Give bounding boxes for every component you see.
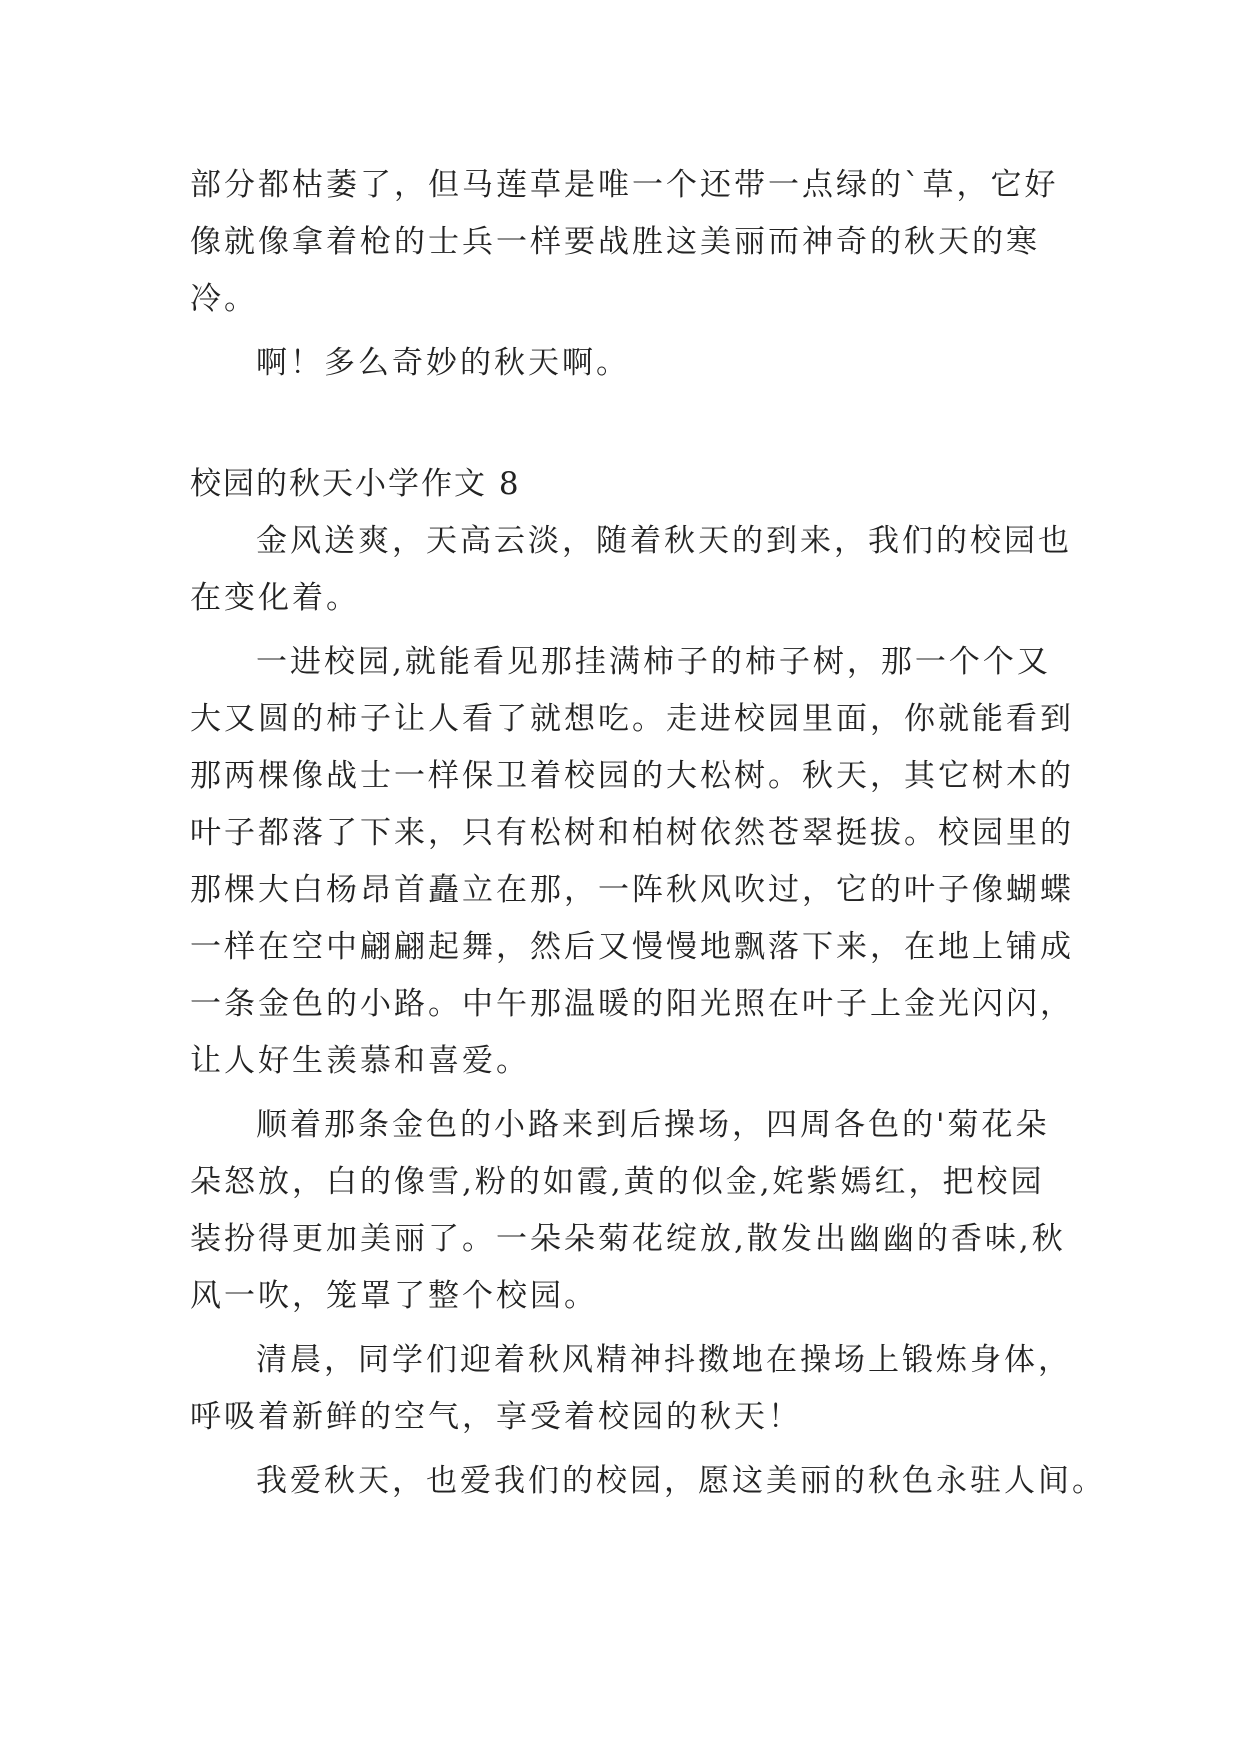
essay-body xyxy=(190,157,1106,1510)
paragraph-line: 我爱秋天，也爱我们的校园，愿这美丽的秋色永驻人间。 xyxy=(256,1463,1106,1499)
paragraph-line: 大又圆的柿子让人看了就想吃。走进校园里面，你就能看到 xyxy=(190,701,1074,737)
paragraph-line: 顺着那条金色的小路来到后操场，四周各色的'菊花朵 xyxy=(256,1107,1050,1143)
paragraph-line: 一条金色的小路。中午那温暖的阳光照在叶子上金光闪闪， xyxy=(190,986,1074,1022)
paragraph-line: 啊！多么奇妙的秋天啊。 xyxy=(256,345,630,381)
paragraph-5 xyxy=(190,1453,1106,1510)
essay-title xyxy=(190,456,1052,513)
paragraph-line: 冷。 xyxy=(190,281,258,317)
paragraph-line: 一样在空中翩翩起舞，然后又慢慢地飘落下来，在地上铺成 xyxy=(190,929,1074,965)
paragraph-line: 像就像拿着枪的士兵一样要战胜这美丽而神奇的秋天的寒 xyxy=(190,224,1040,260)
paragraph-1 xyxy=(190,513,1072,627)
paragraph-line: 那两棵像战士一样保卫着校园的大松树。秋天，其它树木的 xyxy=(190,758,1074,794)
paragraph-line: 风一吹，笼罩了整个校园。 xyxy=(190,1278,598,1314)
paragraph-2 xyxy=(190,634,1074,1090)
paragraph-line: 装扮得更加美丽了。一朵朵菊花绽放,散发出幽幽的香味,秋 xyxy=(190,1221,1066,1257)
paragraph-line: 部分都枯萎了，但马莲草是唯一个还带一点绿的`草，它好 xyxy=(190,167,1059,203)
paragraph-line: 呼吸着新鲜的空气，享受着校园的秋天！ xyxy=(190,1399,802,1435)
essay-title-text: 校园的秋天小学作文 8 xyxy=(190,466,521,502)
paragraph-line: 让人好生羡慕和喜爱。 xyxy=(190,1043,530,1079)
paragraph-line: 在变化着。 xyxy=(190,580,360,616)
paragraph-3 xyxy=(190,1097,1066,1325)
paragraph-line: 朵怒放，白的像雪,粉的如霞,黄的似金,姹紫嫣红，把校园 xyxy=(190,1164,1045,1200)
paragraph-4 xyxy=(190,1332,1072,1446)
paragraph-line: 一进校园,就能看见那挂满柿子的柿子树，那一个个又 xyxy=(256,644,1051,680)
paragraph-line: 金风送爽，天高云淡，随着秋天的到来，我们的校园也 xyxy=(256,523,1072,559)
intro-paragraph xyxy=(190,157,1059,328)
closing-exclamation-paragraph xyxy=(190,335,1052,392)
paragraph-line: 清晨，同学们迎着秋风精神抖擞地在操场上锻炼身体， xyxy=(256,1342,1072,1378)
paragraph-line: 那棵大白杨昂首矗立在那，一阵秋风吹过，它的叶子像蝴蝶 xyxy=(190,872,1074,908)
paragraph-line: 叶子都落了下来，只有松树和柏树依然苍翠挺拔。校园里的 xyxy=(190,815,1074,851)
